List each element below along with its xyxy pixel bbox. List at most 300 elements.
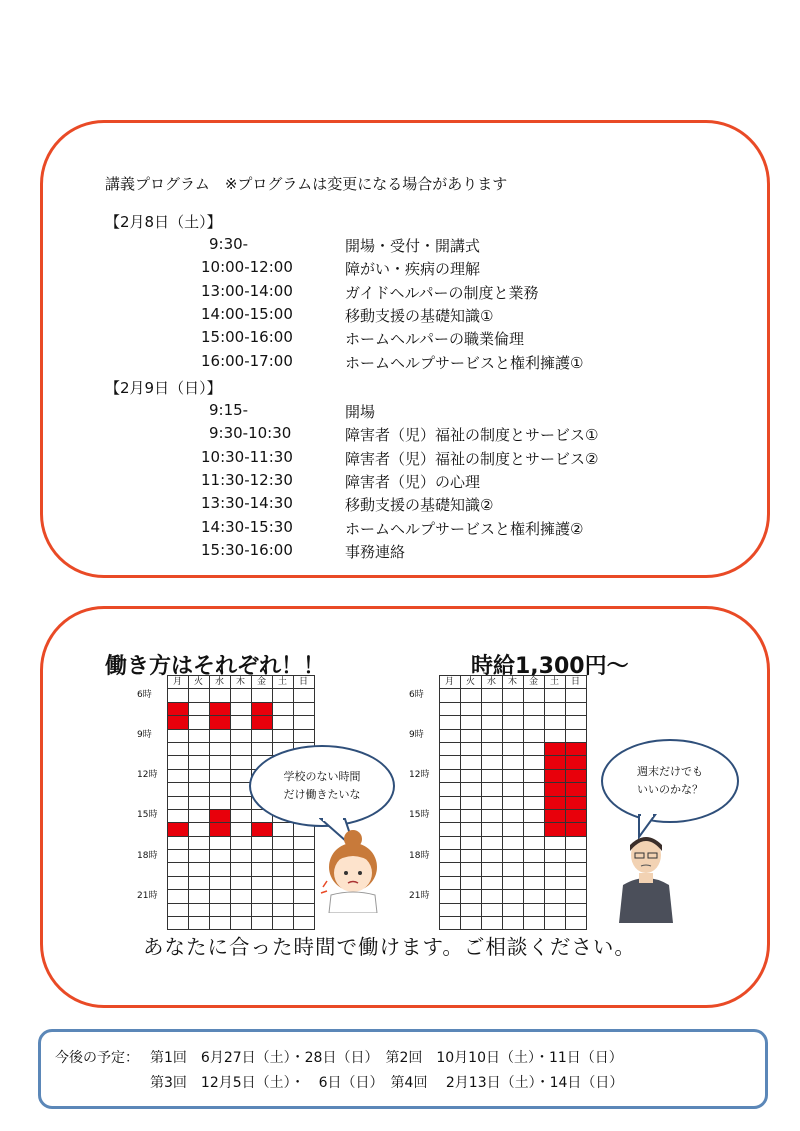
- time-slot: [293, 702, 314, 715]
- session-topic: 移動支援の基礎知識②: [345, 496, 494, 515]
- time-slot: [439, 903, 460, 916]
- time-slot: [544, 689, 565, 702]
- time-slot: [481, 689, 502, 702]
- hour-label: [409, 716, 439, 729]
- time-slot: [460, 756, 481, 769]
- hour-label: [409, 903, 439, 916]
- time-slot: [272, 850, 293, 863]
- hour-label: [137, 903, 167, 916]
- time-slot: [460, 796, 481, 809]
- time-slot: [523, 823, 544, 836]
- time-slot: [523, 903, 544, 916]
- time-slot: [230, 850, 251, 863]
- time-slot: [293, 890, 314, 903]
- time-slot: [230, 796, 251, 809]
- speech-bubble-left-line-2: だけ働きたいな: [283, 788, 361, 801]
- weekday-header: 土: [544, 676, 565, 689]
- weekday-header: 火: [188, 676, 209, 689]
- time-slot: [230, 702, 251, 715]
- time-slot: [481, 769, 502, 782]
- session-time: 13:00-14:00: [201, 281, 293, 300]
- hour-label: 12時: [409, 770, 430, 781]
- time-slot: [167, 850, 188, 863]
- time-slot: [209, 769, 230, 782]
- time-slot: [251, 850, 272, 863]
- session-time: 15:30-16:00: [201, 540, 293, 559]
- time-slot: [439, 742, 460, 755]
- session-topic: ガイドヘルパーの制度と業務: [345, 283, 539, 302]
- hour-label: [409, 823, 439, 836]
- time-slot: [272, 863, 293, 876]
- time-slot: [439, 809, 460, 822]
- time-slot: [544, 796, 565, 809]
- time-slot: [523, 796, 544, 809]
- time-slot: [565, 850, 586, 863]
- time-slot: [565, 689, 586, 702]
- time-slot: [167, 756, 188, 769]
- weekday-header: 日: [565, 676, 586, 689]
- hour-label: 6時: [137, 689, 152, 700]
- time-slot: [167, 863, 188, 876]
- hour-label: [137, 716, 167, 729]
- day-heading: 【2月8日（土）】: [105, 213, 222, 231]
- time-slot: [251, 876, 272, 889]
- time-slot: [544, 890, 565, 903]
- time-slot: [251, 890, 272, 903]
- session-time: 11:30-12:30: [201, 470, 293, 489]
- time-slot: [188, 769, 209, 782]
- weekday-header: 日: [293, 676, 314, 689]
- schedule-line-1: 第1回 6月27日（土）・28日（日） 第2回 10月10日（土）・11日（日）: [150, 1050, 623, 1066]
- time-slot: [439, 890, 460, 903]
- hour-label: 12時: [137, 770, 158, 781]
- speech-bubble-left-line-1: 学校のない時間: [283, 770, 361, 783]
- time-slot: [502, 689, 523, 702]
- session-topic: 障害者（児）福祉の制度とサービス②: [345, 449, 599, 468]
- time-slot: [481, 836, 502, 849]
- time-slot: [209, 876, 230, 889]
- time-slot: [481, 783, 502, 796]
- time-slot: [167, 917, 188, 930]
- speech-bubble-right-line-1: 週末だけでも: [637, 765, 703, 778]
- hour-label: [137, 742, 167, 755]
- time-slot: [481, 756, 502, 769]
- time-slot: [523, 742, 544, 755]
- time-slot: [544, 716, 565, 729]
- time-slot: [188, 716, 209, 729]
- time-slot: [439, 769, 460, 782]
- time-slot: [188, 809, 209, 822]
- time-slot: [439, 876, 460, 889]
- time-slot: [209, 689, 230, 702]
- time-slot: [460, 917, 481, 930]
- hour-label: [137, 836, 167, 849]
- time-slot: [167, 823, 188, 836]
- day-heading: 【2月9日（日）】: [105, 379, 222, 397]
- time-slot: [481, 796, 502, 809]
- time-slot: [209, 702, 230, 715]
- time-slot: [167, 729, 188, 742]
- time-slot: [460, 863, 481, 876]
- session-topic: 移動支援の基礎知識①: [345, 306, 494, 325]
- session-time: 10:00-12:00: [201, 258, 293, 277]
- time-slot: [502, 756, 523, 769]
- session-topic: 障害者（児）の心理: [345, 472, 481, 491]
- time-slot: [230, 716, 251, 729]
- time-slot: [188, 796, 209, 809]
- time-slot: [565, 903, 586, 916]
- time-slot: [230, 809, 251, 822]
- time-slot: [502, 863, 523, 876]
- time-slot: [565, 783, 586, 796]
- time-slot: [502, 716, 523, 729]
- session-topic: 障害者（児）福祉の制度とサービス①: [345, 426, 599, 445]
- time-slot: [523, 783, 544, 796]
- schedule-line-2: 第3回 12月5日（土）・ 6日（日） 第4回 2月13日（土）・14日（日）: [150, 1075, 624, 1091]
- session-topic: 事務連絡: [345, 542, 406, 561]
- time-slot: [565, 769, 586, 782]
- time-slot: [460, 783, 481, 796]
- hour-label: [409, 863, 439, 876]
- speech-bubble-right: [601, 739, 739, 823]
- hour-label: 15時: [409, 810, 430, 821]
- time-slot: [544, 783, 565, 796]
- time-slot: [544, 729, 565, 742]
- hour-label: [137, 917, 167, 930]
- hour-label: 9時: [409, 730, 424, 741]
- hour-label: [409, 876, 439, 889]
- time-slot: [188, 850, 209, 863]
- weekday-header: 金: [251, 676, 272, 689]
- time-slot: [209, 903, 230, 916]
- time-slot: [272, 876, 293, 889]
- time-slot: [481, 742, 502, 755]
- time-slot: [167, 702, 188, 715]
- time-slot: [523, 863, 544, 876]
- time-slot: [565, 876, 586, 889]
- weekday-schedule-grid-right: [409, 675, 587, 930]
- time-slot: [230, 876, 251, 889]
- time-slot: [460, 823, 481, 836]
- hour-label: [137, 783, 167, 796]
- time-slot: [167, 742, 188, 755]
- time-slot: [272, 702, 293, 715]
- time-slot: [188, 890, 209, 903]
- program-panel: [40, 120, 770, 578]
- weekday-header: 水: [481, 676, 502, 689]
- hour-label: 9時: [137, 730, 152, 741]
- time-slot: [230, 863, 251, 876]
- time-slot: [209, 850, 230, 863]
- time-slot: [523, 769, 544, 782]
- time-slot: [230, 890, 251, 903]
- time-slot: [565, 836, 586, 849]
- time-slot: [523, 890, 544, 903]
- time-slot: [544, 917, 565, 930]
- time-slot: [439, 796, 460, 809]
- time-slot: [209, 823, 230, 836]
- hour-label: 6時: [409, 689, 424, 700]
- session-topic: ホームヘルプサービスと権利擁護①: [345, 353, 584, 372]
- session-time: 15:00-16:00: [201, 328, 293, 347]
- time-slot: [209, 716, 230, 729]
- time-slot: [251, 836, 272, 849]
- time-slot: [544, 769, 565, 782]
- time-slot: [188, 783, 209, 796]
- time-slot: [167, 716, 188, 729]
- time-slot: [272, 836, 293, 849]
- time-slot: [251, 702, 272, 715]
- time-slot: [439, 756, 460, 769]
- time-slot: [481, 729, 502, 742]
- hour-label: [409, 796, 439, 809]
- time-slot: [188, 903, 209, 916]
- time-slot: [251, 729, 272, 742]
- session-time: 13:30-14:30: [201, 494, 293, 513]
- time-slot: [439, 729, 460, 742]
- grid-corner: [137, 676, 167, 689]
- hour-label: [409, 783, 439, 796]
- time-slot: [230, 729, 251, 742]
- time-slot: [188, 863, 209, 876]
- time-slot: [544, 876, 565, 889]
- time-slot: [167, 783, 188, 796]
- session-time: 9:30-10:30: [209, 424, 292, 443]
- time-slot: [523, 702, 544, 715]
- time-slot: [272, 903, 293, 916]
- time-slot: [460, 716, 481, 729]
- time-slot: [544, 850, 565, 863]
- session-topic: ホームヘルプサービスと権利擁護②: [345, 519, 584, 538]
- hour-label: [409, 917, 439, 930]
- time-slot: [272, 716, 293, 729]
- time-slot: [481, 890, 502, 903]
- time-slot: [481, 863, 502, 876]
- time-slot: [439, 689, 460, 702]
- time-slot: [167, 809, 188, 822]
- time-slot: [565, 742, 586, 755]
- time-slot: [209, 836, 230, 849]
- time-slot: [230, 917, 251, 930]
- time-slot: [502, 917, 523, 930]
- time-slot: [502, 823, 523, 836]
- time-slot: [460, 729, 481, 742]
- time-slot: [439, 917, 460, 930]
- hour-label: [409, 702, 439, 715]
- time-slot: [460, 876, 481, 889]
- time-slot: [502, 702, 523, 715]
- time-slot: [502, 783, 523, 796]
- speech-bubble-left: [249, 745, 395, 827]
- time-slot: [460, 836, 481, 849]
- time-slot: [251, 716, 272, 729]
- time-slot: [502, 876, 523, 889]
- time-slot: [523, 729, 544, 742]
- time-slot: [272, 729, 293, 742]
- work-heading-right: 時給1,300円～: [471, 654, 629, 679]
- time-slot: [523, 689, 544, 702]
- weekday-header: 月: [167, 676, 188, 689]
- session-time: 14:30-15:30: [201, 517, 293, 536]
- time-slot: [209, 783, 230, 796]
- hour-label: [409, 836, 439, 849]
- time-slot: [502, 742, 523, 755]
- time-slot: [544, 836, 565, 849]
- time-slot: [460, 702, 481, 715]
- time-slot: [251, 863, 272, 876]
- grid-corner: [409, 676, 439, 689]
- man-illustration: [615, 831, 677, 923]
- time-slot: [251, 917, 272, 930]
- hour-label: 18時: [409, 850, 430, 861]
- weekday-header: 木: [230, 676, 251, 689]
- time-slot: [167, 903, 188, 916]
- hour-label: [137, 863, 167, 876]
- time-slot: [481, 903, 502, 916]
- time-slot: [293, 689, 314, 702]
- time-slot: [293, 863, 314, 876]
- time-slot: [209, 917, 230, 930]
- time-slot: [188, 836, 209, 849]
- session-topic: 開場: [345, 403, 376, 421]
- time-slot: [167, 689, 188, 702]
- time-slot: [251, 742, 272, 755]
- time-slot: [502, 836, 523, 849]
- time-slot: [565, 890, 586, 903]
- program-title: 講義プログラム ※プログラムは変更になる場合があります: [105, 175, 508, 193]
- hour-label: 21時: [137, 890, 158, 901]
- time-slot: [544, 742, 565, 755]
- session-time: 9:15-: [209, 401, 249, 419]
- time-slot: [502, 729, 523, 742]
- session-time: 9:30-: [209, 235, 249, 253]
- session-topic: 障がい・疾病の理解: [345, 260, 481, 279]
- time-slot: [188, 729, 209, 742]
- time-slot: [565, 809, 586, 822]
- time-slot: [565, 716, 586, 729]
- time-slot: [544, 809, 565, 822]
- time-slot: [209, 729, 230, 742]
- time-slot: [272, 823, 293, 836]
- time-slot: [167, 796, 188, 809]
- hour-label: 15時: [137, 810, 158, 821]
- time-slot: [230, 903, 251, 916]
- time-slot: [209, 742, 230, 755]
- time-slot: [523, 836, 544, 849]
- time-slot: [565, 756, 586, 769]
- time-slot: [502, 890, 523, 903]
- weekday-header: 土: [272, 676, 293, 689]
- time-slot: [544, 863, 565, 876]
- time-slot: [565, 863, 586, 876]
- hour-label: [409, 742, 439, 755]
- time-slot: [293, 903, 314, 916]
- time-slot: [502, 796, 523, 809]
- time-slot: [565, 729, 586, 742]
- time-slot: [565, 917, 586, 930]
- time-slot: [502, 769, 523, 782]
- time-slot: [523, 716, 544, 729]
- time-slot: [293, 850, 314, 863]
- time-slot: [544, 903, 565, 916]
- time-slot: [523, 917, 544, 930]
- time-slot: [251, 689, 272, 702]
- session-time: 16:00-17:00: [201, 351, 293, 370]
- work-heading-left: 働き方はそれぞれ！！: [105, 654, 326, 679]
- time-slot: [188, 742, 209, 755]
- time-slot: [460, 903, 481, 916]
- time-slot: [251, 823, 272, 836]
- time-slot: [481, 917, 502, 930]
- hour-label: [137, 876, 167, 889]
- time-slot: [188, 689, 209, 702]
- time-slot: [481, 809, 502, 822]
- time-slot: [523, 756, 544, 769]
- time-slot: [293, 729, 314, 742]
- time-slot: [460, 769, 481, 782]
- session-time: 10:30-11:30: [201, 447, 293, 466]
- time-slot: [502, 809, 523, 822]
- time-slot: [293, 836, 314, 849]
- time-slot: [272, 917, 293, 930]
- work-message: あなたに合った時間で働けます。ご相談ください。: [143, 935, 636, 959]
- time-slot: [481, 823, 502, 836]
- time-slot: [167, 890, 188, 903]
- time-slot: [439, 823, 460, 836]
- time-slot: [481, 702, 502, 715]
- time-slot: [230, 689, 251, 702]
- hour-label: [409, 756, 439, 769]
- hour-label: [137, 756, 167, 769]
- time-slot: [565, 823, 586, 836]
- time-slot: [523, 850, 544, 863]
- session-time: 14:00-15:00: [201, 304, 293, 323]
- hour-label: [137, 796, 167, 809]
- time-slot: [188, 823, 209, 836]
- time-slot: [230, 783, 251, 796]
- time-slot: [460, 689, 481, 702]
- time-slot: [209, 809, 230, 822]
- work-style-panel: [40, 606, 770, 1008]
- time-slot: [544, 702, 565, 715]
- time-slot: [439, 716, 460, 729]
- time-slot: [293, 917, 314, 930]
- girl-illustration: [317, 823, 389, 913]
- weekday-header: 木: [502, 676, 523, 689]
- time-slot: [481, 850, 502, 863]
- time-slot: [209, 756, 230, 769]
- session-topic: ホームヘルパーの職業倫理: [345, 330, 524, 349]
- time-slot: [544, 756, 565, 769]
- hour-label: 21時: [409, 890, 430, 901]
- time-slot: [439, 863, 460, 876]
- time-slot: [544, 823, 565, 836]
- time-slot: [188, 876, 209, 889]
- time-slot: [272, 890, 293, 903]
- time-slot: [167, 876, 188, 889]
- time-slot: [209, 890, 230, 903]
- time-slot: [293, 876, 314, 889]
- time-slot: [439, 836, 460, 849]
- weekday-header: 金: [523, 676, 544, 689]
- time-slot: [439, 850, 460, 863]
- time-slot: [167, 836, 188, 849]
- time-slot: [439, 783, 460, 796]
- hour-label: [137, 823, 167, 836]
- time-slot: [460, 742, 481, 755]
- schedule-label: 今後の予定：: [55, 1050, 139, 1066]
- session-topic: 開場・受付・開講式: [345, 237, 481, 255]
